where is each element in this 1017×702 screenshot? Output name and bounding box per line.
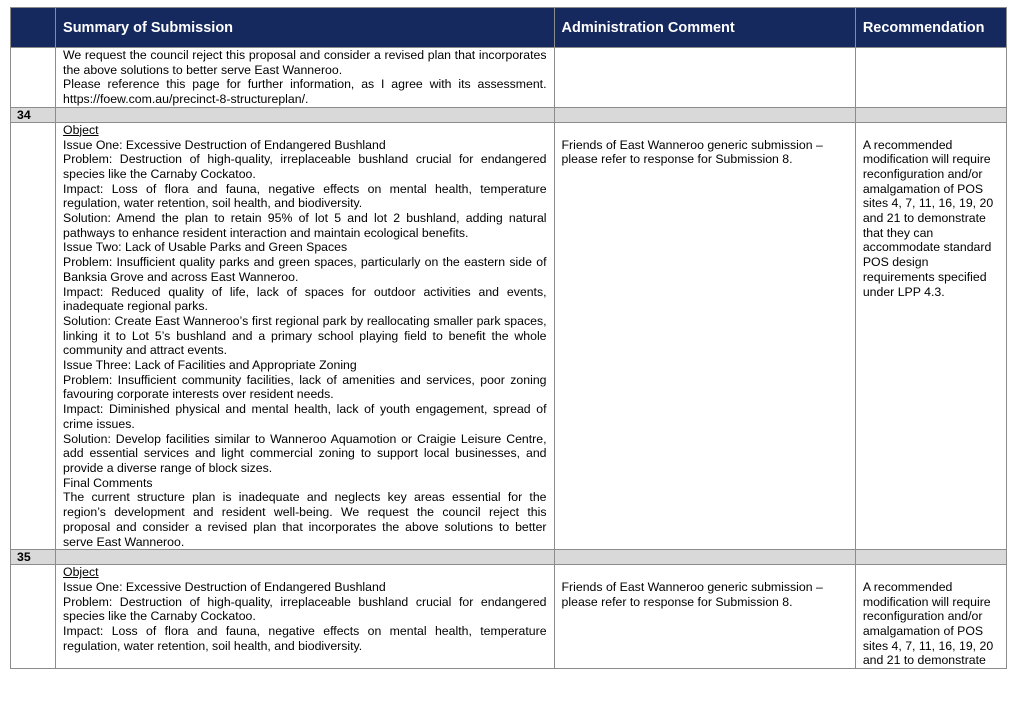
summary-line: Problem: Destruction of high-quality, irreplaceable bushland crucial for endangered species like the Carnaby Cockatoo.: [63, 152, 547, 181]
cell-number: [11, 565, 56, 669]
summary-line: Solution: Develop facilities similar to Wanneroo Aquamotion or Craigie Leisure Centre, add essential services and light commercial zoning to support local businesses, and provide a diverse range of block sizes.: [63, 431, 547, 475]
admin-comment-text: Friends of East Wanneroo generic submission – please refer to response for Submission 8.: [561, 579, 823, 609]
summary-line: Problem: Insufficient quality parks and green spaces, particularly on the eastern side of Banksia Grove and across East Wanneroo.: [63, 255, 547, 284]
separator-cell: [554, 550, 855, 565]
admin-comment-text: Friends of East Wanneroo generic submission – please refer to response for Submission 8.: [561, 137, 823, 167]
table-row: [11, 565, 1007, 669]
cell-recommendation: [855, 48, 1006, 108]
summary-line: Solution: Amend the plan to retain 95% of lot 5 and lot 2 bushland, adding natural pathways to enhance resident interaction and maintain ecological benefits.: [63, 211, 547, 240]
header-admin-comment: Administration Comment: [554, 8, 855, 48]
separator-cell: [855, 107, 1006, 122]
summary-line: Issue Three: Lack of Facilities and Appropriate Zoning: [63, 358, 357, 373]
separator-cell: [56, 550, 555, 565]
submissions-table: [10, 7, 1007, 669]
separator-cell: [56, 107, 555, 122]
recommendation-text: A recommended modification will require reconfiguration and/or amalgamation of POS sites 4, 7, 11, 16, 19, 20 and 21 to demonstrate: [862, 579, 994, 668]
cell-admin-comment: [554, 565, 855, 669]
object-label: Object: [63, 565, 99, 580]
submission-number: 35: [11, 550, 56, 565]
header-number: [11, 8, 56, 48]
table-row-continued: [11, 48, 1007, 108]
header-recommendation: Recommendation: [855, 8, 1006, 48]
submission-number: 34: [11, 107, 56, 122]
separator-cell: [855, 550, 1006, 565]
summary-line: Problem: Insufficient community facilities, lack of amenities and services, poor zoning favouring corporate interests over resident needs.: [63, 372, 547, 402]
summary-line: Issue One: Excessive Destruction of Endangered Bushland: [63, 579, 386, 594]
summary-line: Solution: Create East Wanneroo’s first regional park by reallocating smaller park spaces, linking it to Lot 5’s bushland and a primary school playing field to benefit the whole community and attract events.: [63, 313, 547, 358]
summary-line: Impact: Diminished physical and mental health, lack of youth engagement, spread of crime issues.: [63, 402, 547, 431]
summary-line: Impact: Loss of flora and fauna, negative effects on mental health, temperature regulation, water retention, soil health, and biodiversity.: [63, 624, 547, 653]
summary-line: Please reference this page for further information, as I agree with its assessment. https://foew.com.au/precinct-8-structureplan/.: [63, 77, 547, 107]
summary-line: The current structure plan is inadequate and neglects key areas essential for the region’s development and resident well-being. We request the council reject this proposal and consider a revised plan that incorporates the above solutions to better serve East Wanneroo.: [63, 490, 547, 549]
table-header-row: [11, 8, 1007, 48]
separator-cell: [554, 107, 855, 122]
summary-line: Issue Two: Lack of Usable Parks and Green Spaces: [63, 240, 348, 255]
cell-recommendation: [855, 565, 1006, 669]
recommendation-text: A recommended modification will require reconfiguration and/or amalgamation of POS sites 4, 7, 11, 16, 19, 20 and 21 to demonstrate that they can accommodate standard POS design requirements specified under LPP 4.3.: [862, 137, 994, 299]
header-summary: Summary of Submission: [56, 8, 555, 48]
cell-number: [11, 122, 56, 549]
table-row: [11, 122, 1007, 549]
submission-number-row: [11, 550, 1007, 565]
summary-line: Issue One: Excessive Destruction of Endangered Bushland: [63, 137, 386, 152]
submission-number-row: [11, 107, 1007, 122]
summary-line: Impact: Reduced quality of life, lack of spaces for outdoor activities and events, inadequate regional parks.: [63, 284, 547, 314]
cell-recommendation: [855, 122, 1006, 549]
cell-admin-comment: [554, 122, 855, 549]
summary-line: We request the council reject this proposal and consider a revised plan that incorporates the above solutions to better serve East Wanneroo.: [63, 48, 547, 77]
cell-number: [11, 48, 56, 108]
cell-summary: [56, 48, 555, 108]
cell-summary: [56, 122, 555, 549]
summary-line: Problem: Destruction of high-quality, irreplaceable bushland crucial for endangered species like the Carnaby Cockatoo.: [63, 594, 547, 624]
cell-admin-comment: [554, 48, 855, 108]
summary-line: Final Comments: [63, 475, 153, 490]
cell-summary: [56, 565, 555, 669]
summary-line: Impact: Loss of flora and fauna, negative effects on mental health, temperature regulation, water retention, soil health, and biodiversity.: [63, 181, 547, 211]
object-label: Object: [63, 122, 99, 137]
